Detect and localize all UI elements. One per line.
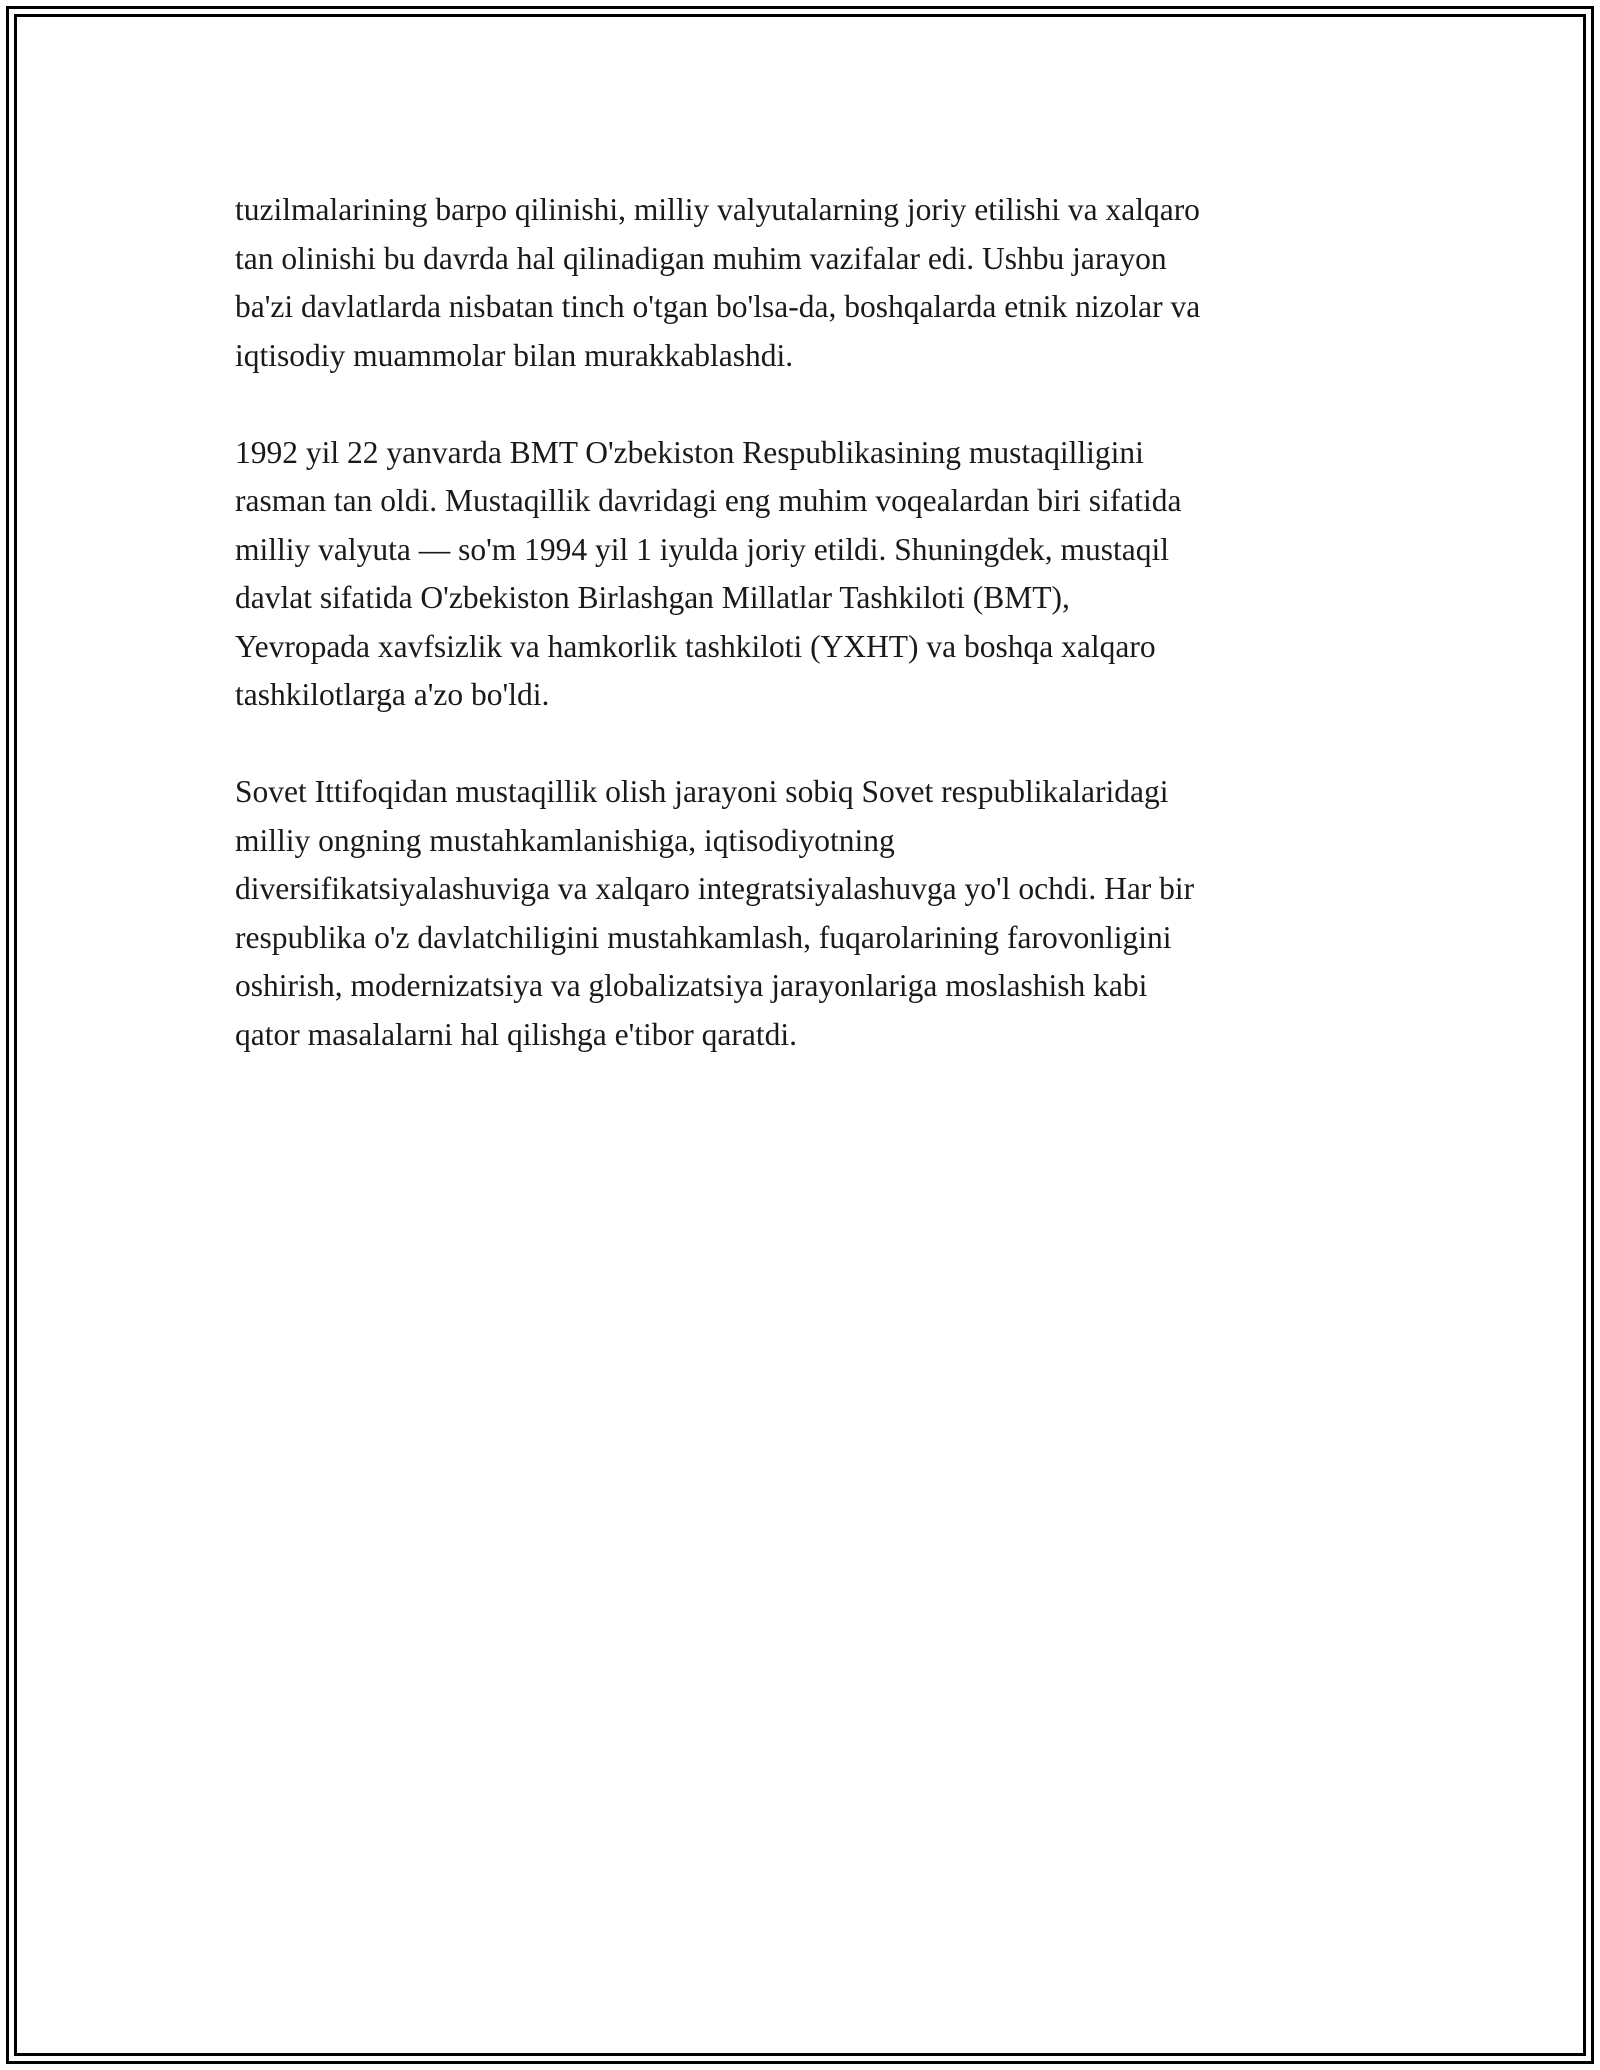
document-body (235, 186, 1385, 1108)
paragraph-2: 1992 yil 22 yanvarda BMT O'zbekiston Respublikasining mustaqilligini rasman tan oldi. Mustaqillik davridagi eng muhim voqealardan biri sifatida milliy valyuta — so'm 1994 yil 1 iyulda joriy etildi. Shuningdek, mustaqil davlat sifatida O'zbekiston Birlashgan Millatlar Tashkiloti (BMT), Yevropada xavfsizlik va hamkorlik tashkiloti (YXHT) va boshqa xalqaro tashkilotlarga a'zo bo'ldi. (235, 434, 1182, 712)
paragraph-1: tuzilmalarining barpo qilinishi, milliy valyutalarning joriy etilishi va xalqaro tan olinishi bu davrda hal qilinadigan muhim vazifalar edi. Ushbu jarayon ba'zi davlatlarda nisbatan tinch o'tgan bo'lsa-da, boshqalarda etnik nizolar va iqtisodiy muammolar bilan murakkablashdi. (235, 192, 1201, 373)
paragraph-3: Sovet Ittifoqidan mustaqillik olish jarayoni sobiq Sovet respublikalaridagi milliy ongning mustahkamlanishiga, iqtisodiyotning diversifikatsiyalashuviga va xalqaro integratsiyalashuvga yo'l ochdi. Har bir respublika o'z davlatchiligini mustahkamlash, fuqarolarining farovonligini oshirish, modernizatsiya va globalizatsiya jarayonlariga moslashish kabi qator masalalarni hal qilishga e'tibor qaratdi. (235, 774, 1195, 1052)
